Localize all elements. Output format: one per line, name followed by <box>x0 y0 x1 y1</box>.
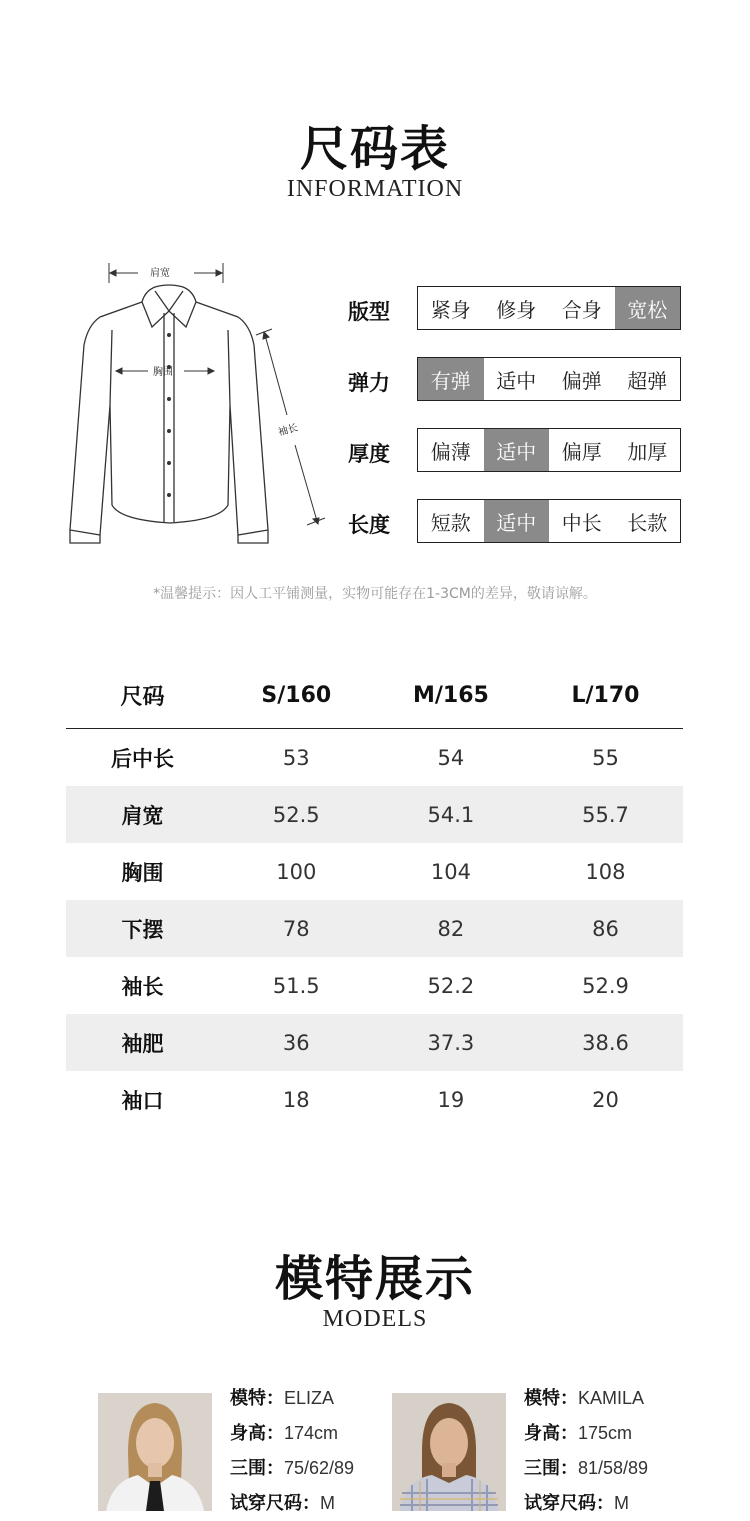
table-cell: 54 <box>437 745 465 770</box>
thickness-option-selected: 适中 <box>484 429 550 471</box>
fit-option: 合身 <box>561 297 602 322</box>
model-measure: 81/58/89 <box>578 1458 649 1478</box>
fit-option: 紧身 <box>430 297 471 322</box>
model-name: KAMILA <box>578 1388 645 1408</box>
table-cell: 104 <box>430 859 471 884</box>
length-label: 长度 <box>348 513 390 537</box>
model-size: M <box>614 1493 629 1513</box>
shirt-diagram <box>60 255 340 555</box>
fit-option: 修身 <box>496 297 537 322</box>
model-photo-eliza <box>98 1393 212 1511</box>
model-info-kamila <box>524 1381 648 1521</box>
table-row <box>66 786 683 843</box>
fit-option-selected: 宽松 <box>615 287 681 329</box>
elasticity-option-selected: 有弹 <box>418 358 484 400</box>
table-cell: 55.7 <box>582 802 629 827</box>
model-size-label: 试穿尺码： <box>230 1493 320 1514</box>
model-height: 175cm <box>578 1423 633 1443</box>
row-label: 袖口 <box>121 1088 164 1113</box>
thickness-option: 偏薄 <box>430 439 471 464</box>
table-cell: 36 <box>282 1030 310 1055</box>
shoulder-label: 肩宽 <box>150 268 170 279</box>
table-row <box>66 1071 683 1128</box>
model-measure-label: 三围： <box>230 1458 284 1479</box>
table-cell: 52.9 <box>582 973 629 998</box>
length-option: 长款 <box>627 510 668 535</box>
table-cell: 20 <box>592 1087 619 1112</box>
table-cell: 100 <box>276 859 317 884</box>
length-option-selected: 适中 <box>484 500 550 542</box>
table-cell: 53 <box>282 745 310 770</box>
row-label: 袖长 <box>121 974 164 999</box>
row-label: 袖肥 <box>121 1031 164 1056</box>
model-measure: 75/62/89 <box>284 1458 355 1478</box>
elasticity-option: 超弹 <box>627 368 668 393</box>
table-row <box>66 957 683 1014</box>
length-options <box>417 499 681 543</box>
measurement-note: *温馨提示：因人工平铺测量，实物可能存在1-3CM的差异，敬请谅解。 <box>153 586 597 602</box>
table-cell: 52.2 <box>427 973 475 998</box>
table-cell: 55 <box>592 745 619 770</box>
length-option: 短款 <box>430 510 471 535</box>
table-cell: 19 <box>437 1087 465 1112</box>
model-measure-label: 三围： <box>524 1458 578 1479</box>
size-chart-title: 尺码表 <box>299 121 450 177</box>
row-label: 后中长 <box>111 746 174 771</box>
table-cell: 78 <box>282 916 310 941</box>
sleeve-label: 袖长 <box>277 422 300 439</box>
models-title: 模特展示 <box>274 1251 475 1307</box>
elasticity-options <box>417 357 681 401</box>
table-row <box>66 1014 683 1071</box>
elasticity-option: 适中 <box>496 368 537 393</box>
header-cell: S/160 <box>261 682 332 708</box>
fit-options <box>417 286 681 330</box>
table-cell: 18 <box>282 1087 310 1112</box>
table-cell: 54.1 <box>427 802 475 827</box>
table-cell: 38.6 <box>582 1030 629 1055</box>
size-table <box>66 662 683 1128</box>
table-cell: 37.3 <box>427 1030 475 1055</box>
model-info-eliza <box>230 1381 354 1521</box>
thickness-options <box>417 428 681 472</box>
model-height-label: 身高： <box>230 1423 284 1444</box>
table-cell: 108 <box>585 859 626 884</box>
model-name: ELIZA <box>284 1388 335 1408</box>
table-cell: 51.5 <box>272 973 320 998</box>
table-row <box>66 900 683 957</box>
elasticity-option: 偏弹 <box>561 368 602 393</box>
length-option: 中长 <box>561 510 602 535</box>
header-cell: M/165 <box>412 682 489 708</box>
row-label: 肩宽 <box>121 803 164 828</box>
table-cell: 82 <box>437 916 465 941</box>
row-label: 下摆 <box>121 917 164 942</box>
chest-label: 胸围 <box>153 367 173 378</box>
table-row <box>66 729 683 786</box>
thickness-option: 加厚 <box>627 439 668 464</box>
header-cell: L/170 <box>571 682 640 708</box>
size-chart-subtitle: INFORMATION <box>286 176 464 202</box>
model-size-label: 试穿尺码： <box>524 1493 614 1514</box>
thickness-option: 偏厚 <box>561 439 602 464</box>
header-cell: 尺码 <box>120 684 165 710</box>
table-header <box>66 662 683 729</box>
table-row <box>66 843 683 900</box>
model-height-label: 身高： <box>524 1423 578 1444</box>
model-name-label: 模特： <box>524 1388 578 1409</box>
table-cell: 86 <box>592 916 619 941</box>
model-photo-kamila <box>392 1393 506 1511</box>
model-size: M <box>320 1493 335 1513</box>
thickness-label: 厚度 <box>348 442 390 466</box>
row-label: 胸围 <box>121 860 164 885</box>
model-height: 174cm <box>284 1423 339 1443</box>
model-name-label: 模特： <box>230 1388 284 1409</box>
fit-label: 版型 <box>348 300 390 324</box>
models-subtitle: MODELS <box>322 1306 428 1332</box>
table-cell: 52.5 <box>272 802 320 827</box>
elasticity-label: 弹力 <box>348 371 390 395</box>
